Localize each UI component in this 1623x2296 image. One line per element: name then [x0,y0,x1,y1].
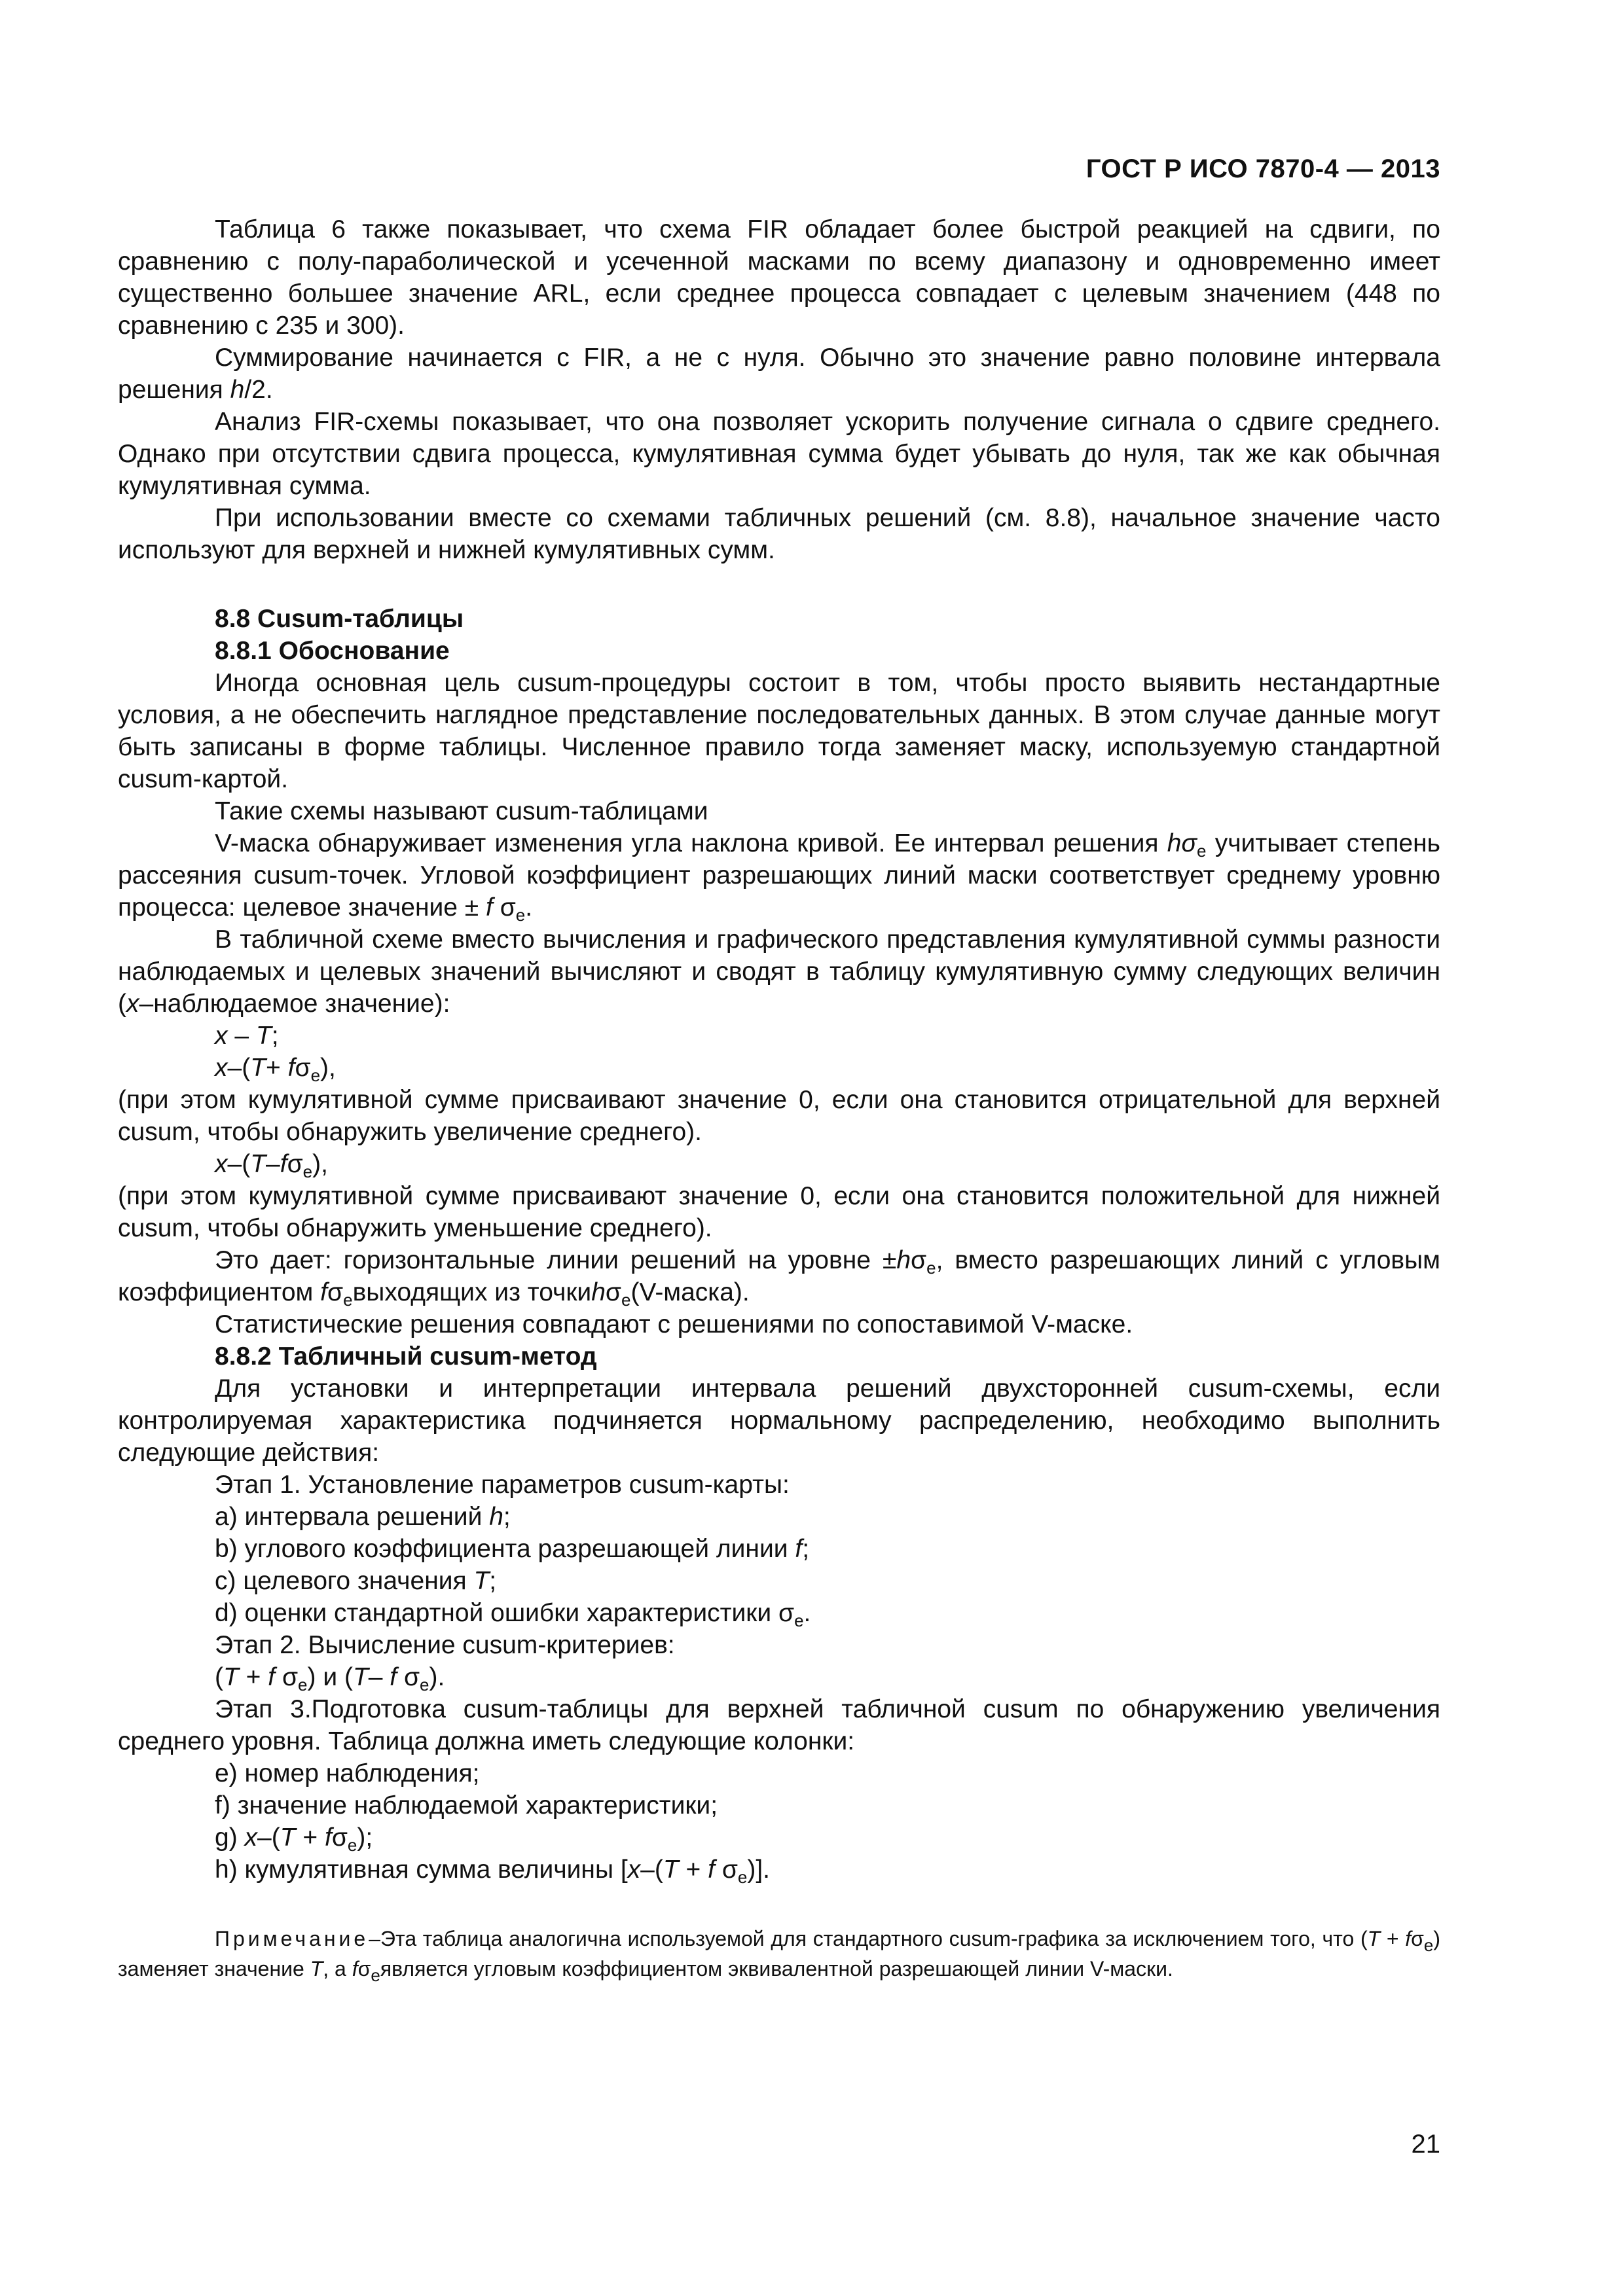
paragraph: Таблица 6 также показывает, что схема FIR обладает более быстрой реакцией на сдвиги, по сравнению с полу-параболической и усеченной масками по всему диапазону и одновременно имеет существенно большее значение ARL, если среднее процесса совпадает с целевым значением (448 по сравнению с 235 и 300). [118,215,1440,340]
document-header: ГОСТ Р ИСО 7870-4 — 2013 [1085,154,1440,183]
paragraph: V-маска обнаруживает изменения угла наклона кривой. Ее интервал решения $h\sigma_e$ учитывает степень рассеяния cusum-точек. Угловой коэффициент разрешающих линий маски соответствует среднему уровню процесса: целевое значение ± f $\sigma_e$. [118,829,1440,925]
paragraph: Суммирование начинается с FIR, а не с нуля. Обычно это значение равно половине интервала решения h/2. [118,344,1440,404]
list-item: b) углового коэффициента разрешающей линии f; [215,1535,810,1563]
formula-line: $x-(T-f\sigma_e)$, [215,1150,328,1181]
paragraph: (при этом кумулятивной сумме присваивают значение 0, если она становится отрицательной для верхней cusum, чтобы обнаружить увеличение среднего). [118,1086,1440,1146]
formula-line: x – T; [215,1022,279,1050]
stage-line: Этап 2. Вычисление cusum-критериев: [215,1631,675,1659]
paragraph: Для установки и интерпретации интервала решений двухсторонней cusum-схемы, если контролируемая характеристика подчиняется нормальному распределению, необходимо выполнить следующие действия: [118,1374,1440,1467]
note: Примечание–Эта таблица аналогична используемой для стандартного cusum-графика за исключением того, что $(T + f\sigma_e)$ заменяет значение T, а $f\sigma_eявляется$ угловым коэффициентом эквивалентной разрешающей линии V-маски. [118,1927,1441,1985]
formula-line: $x-(T+ f\sigma_e)$, [215,1054,336,1085]
section-heading: 8.8 Cusum-таблицы [215,605,464,633]
list-item: a) интервала решений h; [215,1503,511,1531]
list-item: c) целевого значения T; [215,1567,497,1595]
page-number: 21 [1411,2130,1440,2159]
list-item: e) номер наблюдения; [215,1759,480,1787]
paragraph: (при этом кумулятивной сумме присваивают значение 0, если она становится положительной для нижней cusum, чтобы обнаружить уменьшение среднего). [118,1182,1440,1242]
formula-line: (T + f $\sigma_e$) и (T– f $\sigma_e$). [215,1663,445,1695]
paragraph: При использовании вместе со схемами табличных решений (см. 8.8), начальное значение часто используют для верхней и нижней кумулятивных сумм. [118,504,1440,564]
list-item: d) оценки стандартной ошибки характеристики $\sigma_e$. [215,1599,811,1630]
subsection-heading: 8.8.2 Табличный cusum-метод [215,1342,597,1371]
subsection-heading: 8.8.1 Обоснование [215,637,450,665]
paragraph: Это дает: горизонтальные линии решений на уровне $\pm h\sigma_e$, вместо разрешающих линий с угловым коэффициентом $f\sigma_eвыходящих$ из точкиhσ$_e$(V-маска). [118,1246,1440,1310]
list-item: f) значение наблюдаемой характеристики; [215,1791,718,1820]
paragraph: Анализ FIR-схемы показывает, что она позволяет ускорить получение сигнала о сдвиге среднего. Однако при отсутствии сдвига процесса, кумулятивная сумма будет убывать до нуля, так же как обычная кумулятивная сумма. [118,408,1440,500]
note-label: Примечание [215,1927,369,1950]
list-item: g) $x-(T + f\sigma_e)$; [215,1823,373,1855]
paragraph: Такие схемы называют cusum-таблицами [215,797,708,825]
stage-line: Этап 1. Установление параметров cusum-карты: [215,1471,790,1499]
list-item: h) кумулятивная сумма величины [x–(T + f $\sigma_e$)]. [215,1856,771,1887]
stage-line: Этап 3.Подготовка cusum-таблицы для верхней табличной cusum по обнаружению увеличения среднего уровня. Таблица должна иметь следующие колонки: [118,1695,1440,1755]
document-page [118,0,1440,2296]
paragraph: Статистические решения совпадают с решениями по сопоставимой V-маске. [215,1310,1133,1338]
paragraph: Иногда основная цель cusum-процедуры состоит в том, чтобы просто выявить нестандартные условия, а не обеспечить наглядное представление последовательных данных. В этом случае данные могут быть записаны в форме таблицы. Численное правило тогда заменяет маску, используемую стандартной cusum-картой. [118,669,1440,793]
paragraph: В табличной схеме вместо вычисления и графического представления кумулятивной суммы разности наблюдаемых и целевых значений вычисляют и сводят в таблицу кумулятивную сумму следующих величин (x–наблюдаемое значение): [118,925,1440,1018]
document-body [118,213,1440,1984]
